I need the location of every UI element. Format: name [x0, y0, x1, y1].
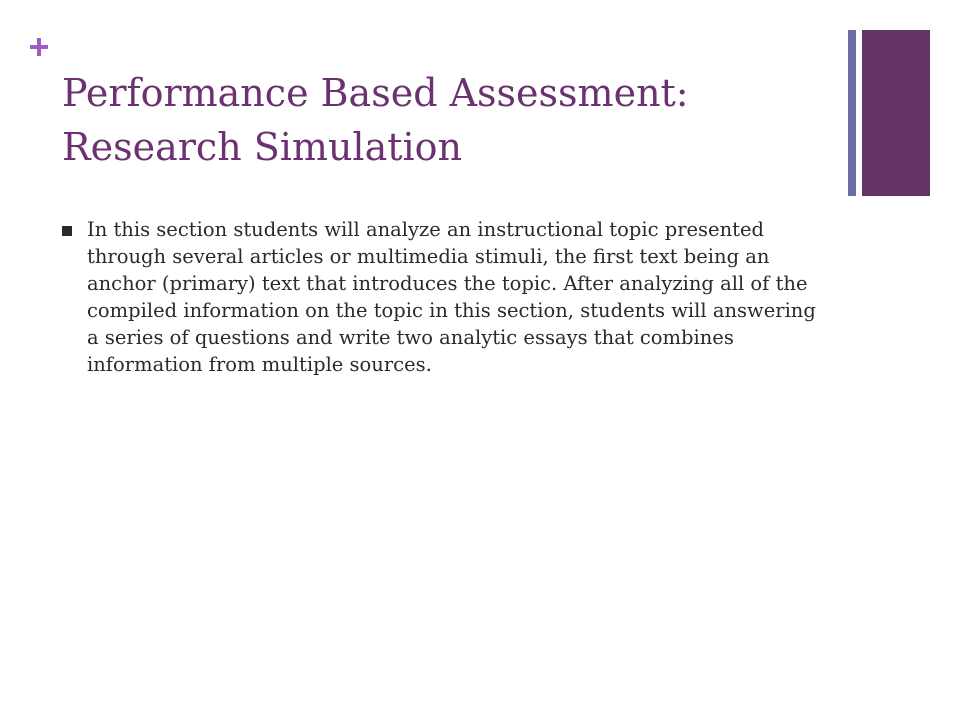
slide-title: Performance Based Assessment: Research Simulation — [62, 71, 689, 169]
bullet-list — [62, 216, 822, 378]
plus-icon — [30, 38, 48, 56]
square-bullet-icon — [62, 226, 72, 236]
bullet-item — [62, 216, 822, 378]
bullet-text: In this section students will analyze an instructional topic presented through several articles or multimedia stimuli, the first text being an anchor (primary) text that introduces the topic. After analyzing all of the compiled information on the topic in this section, students will answering a series of questions and write two analytic essays that combines information from multiple sources. — [87, 218, 816, 376]
accent-bar-thin — [848, 30, 856, 196]
accent-bar-thick — [862, 30, 930, 196]
